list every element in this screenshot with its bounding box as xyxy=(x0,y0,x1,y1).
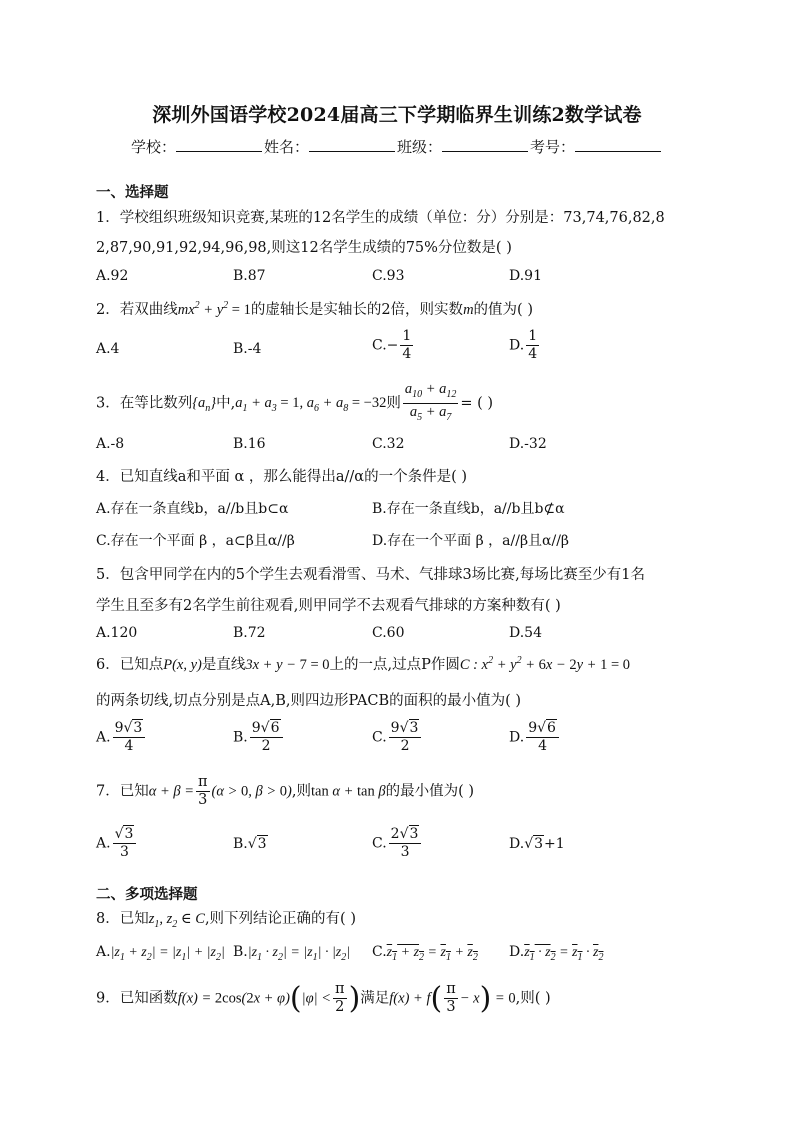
q4-option-c[interactable]: C.存在一个平面 β ，a⊂β且α//β xyxy=(96,533,295,549)
q3-option-a[interactable]: A.-8 xyxy=(96,436,125,452)
q8-option-c[interactable]: $C.z_1 + z_2 = z_1 + z_2$ xyxy=(372,944,478,963)
q2-option-a[interactable]: A.4 xyxy=(96,341,120,357)
q1-line1: 1．学校组织班级知识竞赛,某班的12名学生的成绩（单位：分）分别是：73,74,76,82,8 xyxy=(96,210,665,226)
q6-option-c[interactable]: C. $\frac{9√3}{2}$ xyxy=(372,720,423,755)
q4-option-d[interactable]: D.存在一个平面 β ，a//β且α//β xyxy=(372,533,570,549)
q5-option-a[interactable]: A.120 xyxy=(96,625,138,641)
name-blank[interactable] xyxy=(309,137,395,152)
q8-option-a[interactable]: $A.|z_1 + z_2| = |z_1| + |z_2|$ xyxy=(96,944,225,963)
q5-option-d[interactable]: D.54 xyxy=(509,625,542,641)
class-blank[interactable] xyxy=(442,137,528,152)
q8-option-d[interactable]: $D.z_1 \cdot z_2 = z_1 \cdot z_2$ xyxy=(509,944,604,963)
q6-line2: 的两条切线,切点分别是点A,B,则四边形PACB的面积的最小值为( ) xyxy=(96,693,522,709)
q3-fraction: $\frac{a_{10} + a_{12}}{a_5 + a_7}$ xyxy=(404,381,457,423)
q2-option-b[interactable]: B.-4 xyxy=(233,341,262,357)
q3-option-c[interactable]: C.32 xyxy=(372,436,405,452)
q7-option-c[interactable]: C. $\frac{2√3}{3}$ xyxy=(372,826,423,861)
q8-stem: 8．已知$z_1$, $z_2$ ∈ C,则下列结论正确的有( ) xyxy=(96,911,356,930)
section-heading-1: 一、选择题 xyxy=(96,184,169,201)
q6-line1: 6．已知点P(x, y)是直线3x + y − 7 = 0上的一点,过点P作圆C : $x^2 + y^2 + 6x - 2y + 1 = 0$ xyxy=(96,655,631,673)
q1-option-b[interactable]: B.87 xyxy=(233,268,266,284)
q1-line2: 2,87,90,91,92,94,96,98,则这12名学生成绩的75%分位数是( ) xyxy=(96,240,512,256)
name-label: 姓名： xyxy=(263,138,309,156)
number-label: 考号： xyxy=(530,138,576,156)
class-label: 班级： xyxy=(397,138,443,156)
student-info-line xyxy=(0,136,794,157)
q9-stem: 9．已知函数f(x) = 2cos(2x + φ)(|φ| < $\frac{\pi}{2}$ )满足f(x) + f( $\frac{\pi}{3}$ − x) = 0,则( ) xyxy=(96,981,551,1016)
q7-option-d[interactable]: D.√3+1 xyxy=(509,836,565,852)
q4-option-a[interactable]: A.存在一条直线b，a//b且b⊂α xyxy=(96,501,289,517)
page-title: 深圳外国语学校2024届高三下学期临界生训练2数学试卷 xyxy=(152,104,642,126)
q5-line2: 学生且至多有2名学生前往观看,则甲同学不去观看气排球的方案种数有( ) xyxy=(96,598,561,614)
q2-hyperbola-eq: $mx^2 + y^2 = 1$ xyxy=(177,300,251,318)
section-heading-2: 二、多项选择题 xyxy=(96,886,198,903)
q7-option-a[interactable]: A. $\frac{√3}{3}$ xyxy=(96,826,138,861)
q2-option-d[interactable]: D. $\frac{1}{4}$ xyxy=(509,328,538,362)
q6-option-d[interactable]: D. $\frac{9√6}{4}$ xyxy=(509,720,561,755)
q3-option-d[interactable]: D.-32 xyxy=(509,436,547,452)
school-blank[interactable] xyxy=(176,137,262,152)
q4-stem: 4．已知直线a和平面 α ，那么能得出a//α的一个条件是( ) xyxy=(96,469,468,485)
q7-option-b[interactable]: B.√3 xyxy=(233,836,267,852)
q4-option-b[interactable]: B.存在一条直线b，a//b且b⊄α xyxy=(372,501,565,517)
q1-option-a[interactable]: A.92 xyxy=(96,268,129,284)
school-label: 学校： xyxy=(130,138,176,156)
q2-stem: 2．若双曲线$mx^2 + y^2 = 1$的虚轴长是实轴长的2倍，则实数m的值为( ) xyxy=(96,300,533,318)
q8-option-b[interactable]: $B.|z_1 \cdot z_2| = |z_1| \cdot |z_2|$ xyxy=(233,944,351,963)
q1-option-c[interactable]: C.93 xyxy=(372,268,405,284)
q6-option-a[interactable]: A. $\frac{9√3}{4}$ xyxy=(96,720,147,755)
q6-option-b[interactable]: B. $\frac{9√6}{2}$ xyxy=(233,720,285,755)
q5-line1: 5．包含甲同学在内的5个学生去观看滑雪、马术、气排球3场比赛,每场比赛至少有1名 xyxy=(96,567,646,583)
q1-option-d[interactable]: D.91 xyxy=(509,268,542,284)
q3-option-b[interactable]: B.16 xyxy=(233,436,266,452)
q2-option-c[interactable]: C.− $\frac{1}{4}$ xyxy=(372,328,412,362)
number-blank[interactable] xyxy=(575,137,661,152)
q3-stem: 3．在等比数列$\{a_n\}$中$,a_1 + a_3 = 1$, $a_6 + a_8 = -32$则 $\frac{a_{10} + a_{12}}{a_5 + a_7}$ = ( ) xyxy=(96,381,493,426)
q5-option-b[interactable]: B.72 xyxy=(233,625,266,641)
q3-sequence: $\{a_n\}$ xyxy=(192,395,217,415)
q5-option-c[interactable]: C.60 xyxy=(372,625,405,641)
q7-stem: 7．已知α + β = $\frac{\pi}{3}$ (α > 0, β > 0),则tan α + tan β的最小值为( ) xyxy=(96,774,475,808)
